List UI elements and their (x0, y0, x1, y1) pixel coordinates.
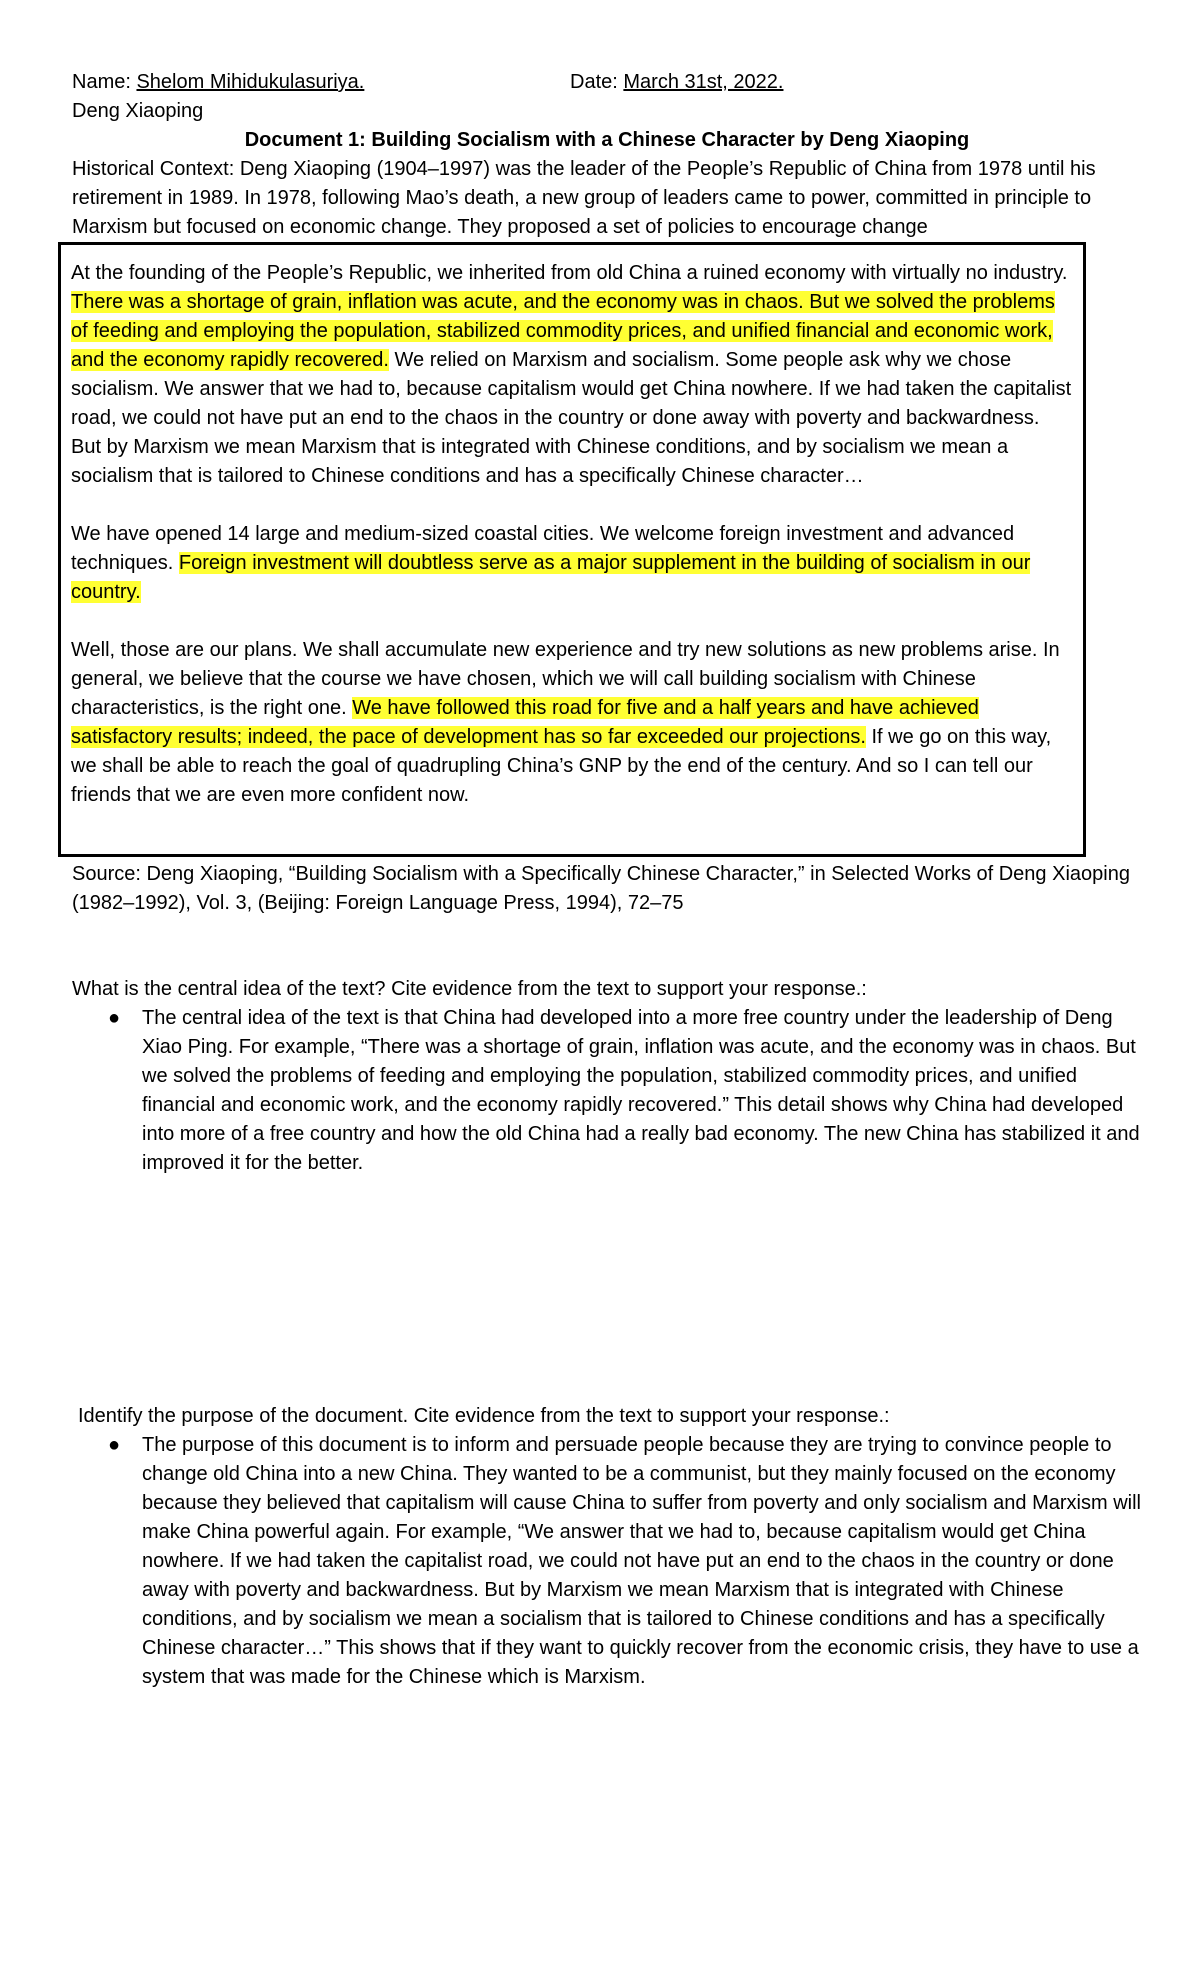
question-prompt: Identify the purpose of the document. Cite evidence from the text to support your response.: (78, 1405, 890, 1427)
highlighted-text: We have followed this road for five and a half years and have achieved satisfactory results; indeed, the pace of development has so far exceeded our projections. (71, 697, 979, 748)
name-field (72, 68, 364, 97)
quote-box (58, 242, 1086, 857)
quote-paragraph-2 (71, 520, 1073, 607)
date-value: March 31st, 2022. (623, 71, 784, 93)
historical-context: Historical Context: Deng Xiaoping (1904–1997) was the leader of the People’s Republic of China from 1978 until his retirement in 1989. In 1978, following Mao’s death, a new group of leaders came to power, committed in principle to Marxism but focused on economic change. They proposed a set of policies to encourage change (72, 158, 1096, 238)
question-purpose (78, 1402, 1158, 1692)
quote-paragraph-3 (71, 636, 1073, 810)
answer-text: The purpose of this document is to inform and persuade people because they are trying to convince people to change old China into a new China. They wanted to be a communist, but they mainly focused on the economy because they believed that capitalism will cause China to suffer from poverty and only socialism and Marxism will make China powerful again. For example, “We answer that we had to, because capitalism would get China nowhere. If we had taken the capitalist road, we could not have put an end to the chaos in the country or done away with poverty and backwardness. But by Marxism we mean Marxism that is integrated with Chinese conditions, and by socialism we mean a socialism that is tailored to Chinese conditions and has a specifically Chinese character…” This shows that if they want to quickly recover from the economic crisis, they have to use a system that was made for the Chinese which is Marxism. (142, 1434, 1141, 1688)
quote-text: We relied on Marxism and socialism. Some people ask why we chose socialism. We answer that we had to, because capitalism would get China nowhere. If we had taken the capitalist road, we could not have put an end to the chaos in the country or done away with poverty and backwardness. But by Marxism we mean Marxism that is integrated with Chinese conditions, and by socialism we mean a socialism that is tailored to Chinese conditions and has a specifically Chinese character… (71, 349, 1072, 487)
header-line (72, 68, 1142, 97)
quote-text: At the founding of the People’s Republic, we inherited from old China a ruined economy with virtually no industry. (71, 262, 1068, 284)
quote-text: If we go on this way, we shall be able to reach the goal of quadrupling China’s GNP by the end of the century. And so I can tell our friends that we are even more confident now. (71, 726, 1052, 806)
subject-line: Deng Xiaoping (72, 100, 204, 122)
name-value: Shelom Mihidukulasuriya. (136, 71, 365, 93)
date-field (570, 68, 783, 97)
bullet-icon: ● (108, 1434, 121, 1456)
highlighted-text: There was a shortage of grain, inflation was acute, and the economy was in chaos. But we solved the problems of feeding and employing the population, stabilized commodity prices, and unified financial and economic work, and the economy rapidly recovered. (71, 291, 1055, 371)
quote-text: We have opened 14 large and medium-sized coastal cities. We welcome foreign investment and advanced techniques. (71, 523, 1015, 574)
answer-bullet (78, 1431, 1142, 1692)
highlighted-text: Foreign investment will doubtless serve as a major supplement in the building of socialism in our country. (71, 552, 1031, 603)
document-title: Document 1: Building Socialism with a Chinese Character by Deng Xiaoping (244, 129, 970, 151)
quote-text: Well, those are our plans. We shall accumulate new experience and try new solutions as new problems arise. In general, we believe that the course we have chosen, which we will call building socialism with Chinese characteristics, is the right one. (71, 639, 1060, 719)
document-page (72, 68, 1142, 242)
question-prompt: What is the central idea of the text? Cite evidence from the text to support your response.: (72, 978, 867, 1000)
source-citation: Source: Deng Xiaoping, “Building Socialism with a Specifically Chinese Character,” in Selected Works of Deng Xiaoping (1982–1992), Vol. 3, (Beijing: Foreign Language Press, 1994), 72–75 (72, 863, 1130, 914)
answer-text: The central idea of the text is that China had developed into a more free country under the leadership of Deng Xiao Ping. For example, “There was a shortage of grain, inflation was acute, and the economy was in chaos. But we solved the problems of feeding and employing the population, stabilized commodity prices, and unified financial and economic work, and the economy rapidly recovered.” This detail shows why China had developed into more of a free country and how the old China had a really bad economy. The new China has stabilized it and improved it for the better. (142, 1007, 1140, 1174)
date-label: Date: (570, 71, 618, 93)
question-central-idea (72, 975, 1152, 1178)
answer-bullet (72, 1004, 1142, 1178)
name-label: Name: (72, 71, 131, 93)
quote-paragraph-1 (71, 259, 1073, 491)
bullet-icon: ● (108, 1007, 121, 1029)
